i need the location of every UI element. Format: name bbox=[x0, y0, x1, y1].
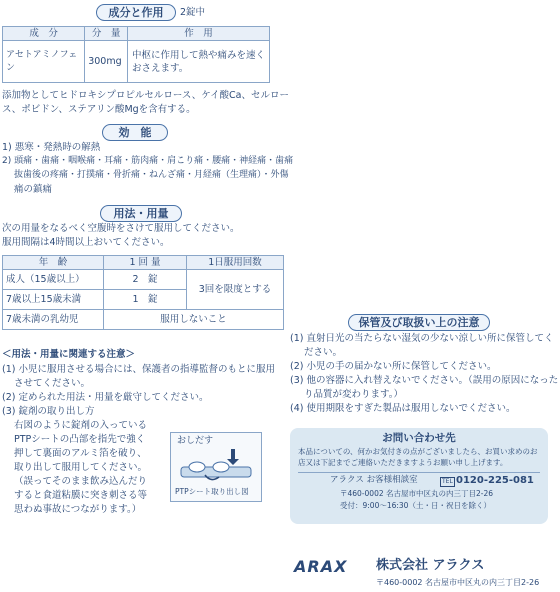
dosage-title: 用法・用量 bbox=[100, 205, 182, 222]
dosage-note-line: (1) 小児に服用させる場合には、保護者の指導監督のもとに服用 bbox=[2, 364, 275, 375]
ingredient-action-line: 中枢に作用して熱や痛みを速く bbox=[131, 49, 265, 61]
dosage-note-line: （誤ってそのまま飲み込んだり bbox=[14, 476, 148, 487]
dosage-frequency: 3回を限度とする bbox=[187, 270, 284, 310]
dosage-note-line: 取り出して服用してください。 bbox=[14, 462, 148, 473]
dosage-age: 成人（15歳以上） bbox=[3, 270, 104, 290]
ingredient-action-line: おさえます。 bbox=[131, 62, 189, 74]
ingredients-header-name: 成 分 bbox=[3, 27, 85, 41]
ingredient-amount: 300mg bbox=[85, 41, 128, 83]
ingredients-subtitle: 2錠中 bbox=[180, 7, 206, 18]
ptp-figure-label: おしだす bbox=[177, 436, 214, 446]
contact-hours: 受付：9:00～16:30（土・日・祝日を除く） bbox=[340, 501, 491, 510]
dosage-note-line: 右図のように錠剤の入っている bbox=[14, 420, 148, 431]
company-logo: ARAX bbox=[294, 557, 348, 576]
dosage-notes-title: ＜用法・用量に関連する注意＞ bbox=[2, 349, 136, 360]
contact-body: 店又は下記までご連絡いただきますようお願い申し上げます。 bbox=[298, 458, 508, 467]
storage-line: (2) 小児の手の届かない所に保管してください。 bbox=[290, 361, 497, 372]
dosage-age: 7歳未満の乳幼児 bbox=[3, 310, 104, 330]
storage-line: り品質が変わります。） bbox=[304, 389, 403, 400]
dosage-header-dose: 1 回 量 bbox=[104, 256, 187, 270]
dosage-intro: 服用間隔は4時間以上おいてください。 bbox=[2, 237, 170, 248]
ptp-figure-caption: PTPシート取り出し図 bbox=[175, 487, 249, 496]
dosage-note-line: (2) 定められた用法・用量を厳守してください。 bbox=[2, 392, 209, 403]
contact-box bbox=[290, 428, 548, 524]
company-address: 〒460-0002 名古屋市中区丸の内三丁目2-26 bbox=[376, 578, 540, 587]
contact-address: 〒460-0002 名古屋市中区丸の内三丁目2-26 bbox=[340, 489, 494, 498]
contact-body: 本品についての、何かお気付きの点がございましたら、お買い求めのお bbox=[298, 447, 538, 456]
ptp-figure bbox=[170, 432, 262, 502]
storage-line: (1) 直射日光の当たらない湿気の少ない涼しい所に保管してく bbox=[290, 333, 554, 344]
ingredients-header-amount: 分 量 bbox=[85, 27, 128, 41]
storage-line: (4) 使用期限をすぎた製品は服用しないでください。 bbox=[290, 403, 516, 414]
ingredient-action bbox=[127, 41, 269, 83]
contact-title: お問い合わせ先 bbox=[382, 432, 456, 444]
dosage-not-allowed: 服用しないこと bbox=[104, 310, 284, 330]
ingredients-title: 成分と作用 bbox=[96, 4, 176, 21]
dosage-age: 7歳以上15歳未満 bbox=[3, 290, 104, 310]
ingredients-header-action: 作 用 bbox=[127, 27, 269, 41]
dosage-note-line: すると食道粘膜に突き刺さる等 bbox=[14, 490, 148, 501]
efficacy-line: 1) 悪寒・発熱時の解熱 bbox=[2, 142, 101, 153]
ingredient-name: アセトアミノフェン bbox=[3, 41, 85, 83]
company-name: 株式会社 アラクス bbox=[376, 558, 485, 573]
efficacy-line: 痛の鎮痛 bbox=[14, 184, 53, 195]
ptp-illustration-icon bbox=[175, 447, 257, 485]
additives-text: ス、ポビドン、ステアリン酸Mgを含有する。 bbox=[2, 104, 196, 115]
dosage-note-line: PTPシートの凸部を指先で強く bbox=[14, 434, 146, 445]
dosage-note-line: させてください。 bbox=[14, 378, 91, 389]
contact-divider bbox=[298, 472, 540, 473]
phone-badge-icon: TEL bbox=[442, 478, 453, 485]
dosage-table bbox=[2, 255, 284, 330]
storage-line: ださい。 bbox=[304, 347, 343, 358]
efficacy-title: 効 能 bbox=[102, 124, 168, 141]
dosage-note-line: 思わぬ事故につながります。） bbox=[14, 504, 142, 515]
storage-title: 保管及び取扱い上の注意 bbox=[348, 314, 490, 331]
efficacy-line: 抜歯後の疼痛・打撲痛・骨折痛・ねんざ痛・月経痛（生理痛）・外傷 bbox=[14, 170, 289, 180]
dosage-intro: 次の用量をなるべく空腹時をさけて服用してください。 bbox=[2, 223, 240, 234]
dosage-note-line: (3) 錠剤の取り出し方 bbox=[2, 406, 95, 417]
storage-line: (3) 他の容器に入れ替えないでください。（誤用の原因になった bbox=[290, 375, 559, 386]
contact-phone[interactable]: 0120-225-081 bbox=[456, 475, 534, 486]
efficacy-line: 2) 頭痛・歯痛・咽喉痛・耳痛・筋肉痛・肩こり痛・腰痛・神経痛・歯痛 bbox=[2, 156, 294, 166]
ingredients-table bbox=[2, 26, 270, 83]
dosage-dose: 1 錠 bbox=[104, 290, 187, 310]
dosage-note-line: 押して裏面のアルミ箔を破り、 bbox=[14, 448, 147, 459]
dosage-dose: 2 錠 bbox=[104, 270, 187, 290]
additives-text: 添加物としてヒドロキシプロピルセルロース、ケイ酸Ca、セルロー bbox=[2, 90, 290, 101]
dosage-header-frequency: 1日服用回数 bbox=[187, 256, 284, 270]
contact-desk: アラクス お客様相談室 bbox=[330, 475, 418, 485]
dosage-header-age: 年 齢 bbox=[3, 256, 104, 270]
